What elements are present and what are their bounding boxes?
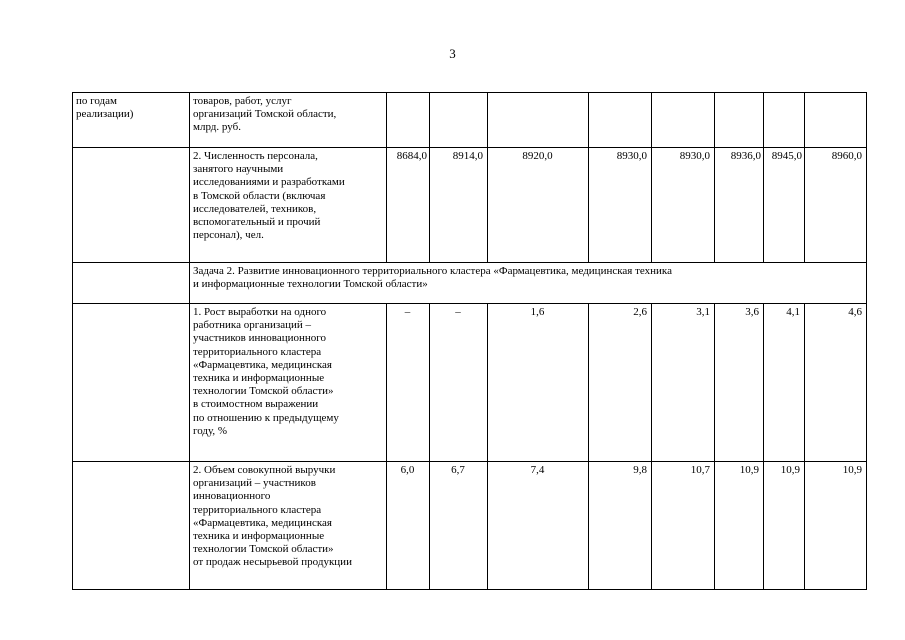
left-column-cell: по годам реализации) — [73, 93, 190, 148]
value-cell: 7,4 — [488, 462, 589, 590]
value-cell: 3,1 — [652, 304, 715, 462]
left-column-cell — [73, 462, 190, 590]
table-row — [73, 304, 867, 462]
value-cell — [387, 93, 430, 148]
value-cell: 9,8 — [589, 462, 652, 590]
value-cell: 10,9 — [715, 462, 764, 590]
left-column-cell — [73, 148, 190, 263]
value-cell: 8684,0 — [387, 148, 430, 263]
value-cell — [430, 93, 488, 148]
value-cell: 6,0 — [387, 462, 430, 590]
value-cell — [488, 93, 589, 148]
value-cell — [805, 93, 867, 148]
value-cell: 8936,0 — [715, 148, 764, 263]
value-cell: 2,6 — [589, 304, 652, 462]
value-cell: 3,6 — [715, 304, 764, 462]
value-cell: – — [430, 304, 488, 462]
value-cell: 1,6 — [488, 304, 589, 462]
left-column-cell — [73, 304, 190, 462]
value-cell: – — [387, 304, 430, 462]
value-cell: 10,7 — [652, 462, 715, 590]
value-cell: 8960,0 — [805, 148, 867, 263]
table-row — [73, 263, 867, 304]
table-row — [73, 148, 867, 263]
value-cell — [715, 93, 764, 148]
value-cell: 8914,0 — [430, 148, 488, 263]
value-cell — [589, 93, 652, 148]
left-column-cell — [73, 263, 190, 304]
value-cell — [652, 93, 715, 148]
indicator-label: 1. Рост выработки на одного работника организаций – участников инновационного территориального кластера «Фармацевтика, медицинская техника и информационные технологии Томской области» в стоимостном выражении по отношению к предыдущему году, % — [190, 304, 387, 462]
value-cell: 8920,0 — [488, 148, 589, 263]
value-cell: 10,9 — [805, 462, 867, 590]
table-row — [73, 93, 867, 148]
indicator-label: 2. Численность персонала, занятого научными исследованиями и разработками в Томской области (включая исследователей, техников, вспомогательный и прочий персонал), чел. — [190, 148, 387, 263]
value-cell: 8930,0 — [589, 148, 652, 263]
value-cell: 6,7 — [430, 462, 488, 590]
value-cell — [764, 93, 805, 148]
value-cell: 4,6 — [805, 304, 867, 462]
task-header: Задача 2. Развитие инновационного территориального кластера «Фармацевтика, медицинская техника и информационные технологии Томской области» — [190, 263, 867, 304]
indicator-label: товаров, работ, услуг организаций Томской области, млрд. руб. — [190, 93, 387, 148]
page-number: 3 — [449, 46, 456, 61]
value-cell: 8930,0 — [652, 148, 715, 263]
value-cell: 4,1 — [764, 304, 805, 462]
table-row — [73, 462, 867, 590]
indicator-label: 2. Объем совокупной выручки организаций – участников инновационного территориального кластера «Фармацевтика, медицинская техника и информационные технологии Томской области» от продаж несырьевой продукции — [190, 462, 387, 590]
value-cell: 8945,0 — [764, 148, 805, 263]
value-cell: 10,9 — [764, 462, 805, 590]
indicators-table — [72, 92, 867, 590]
